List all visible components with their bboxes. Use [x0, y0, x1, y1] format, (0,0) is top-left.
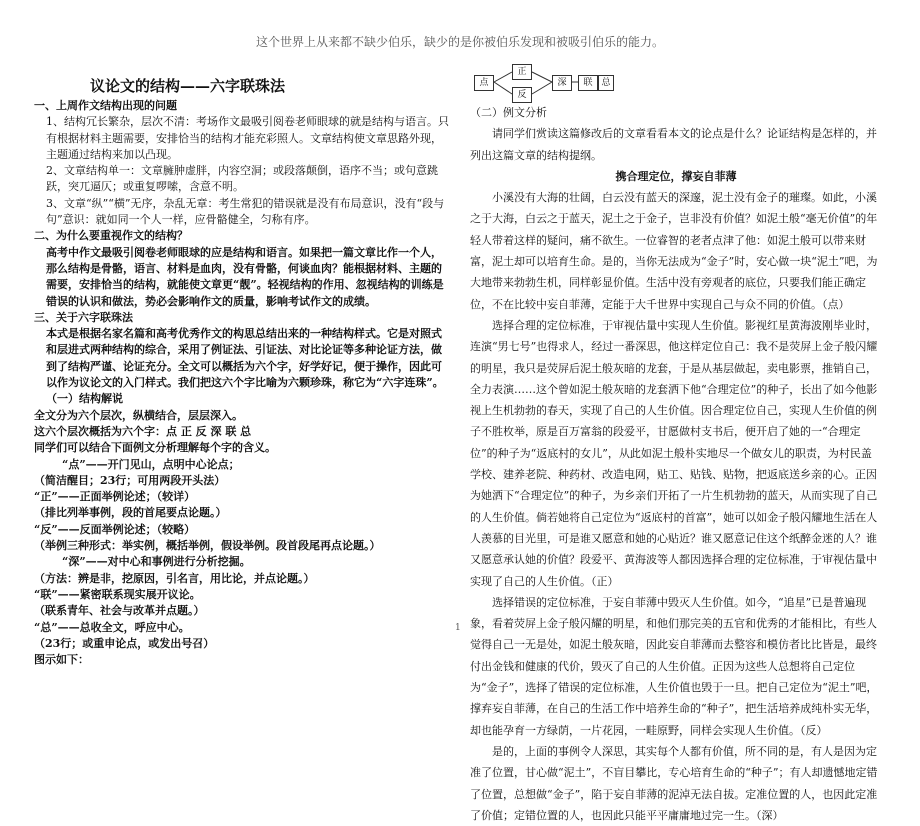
line: （简洁醒目；23行；可用两段开头法） — [34, 473, 226, 487]
line: （23行；或重申论点，或发出号召） — [34, 636, 215, 650]
section-heading: 二、为什么要重视作文的结构？ — [34, 229, 188, 243]
subheading: （一）结构解说 — [46, 392, 123, 406]
line: （联系青年、社会与改革并点题。） — [34, 604, 205, 618]
line: 这六个层次概括为六个字：点 正 反 深 联 总 — [34, 424, 252, 438]
paragraph: 高考中作文最吸引阅卷老师眼球的应是结构和语言。如果把一篇文章比作一个人，那么结构是骨骼，语言、材料是血肉，没有骨骼，何谈血肉？能根据材料、主题的需要，安排恰当的结构，就能使文章更“靓”。轻视结构的作用、忽视结构的训练是错误的认识和做法，势必会影响作文的质量，影响考试作文的成绩。 — [46, 245, 444, 308]
line: “点”——开门见山，点明中心论点； — [62, 457, 240, 471]
line: （方法：辨是非，挖原因，引名言，用比论，并点论题。） — [34, 571, 315, 585]
line: “正”——正面举例论述；（较详） — [34, 490, 196, 504]
diagram-box-dian: 点 — [474, 75, 494, 91]
prompt: 请同学们赏读这篇修改后的文章看看本文的论点是什么？论证结构是怎样的，并列出这篇文章的结构提纲。 — [470, 127, 877, 162]
diagram-box-zheng: 正 — [512, 64, 532, 80]
line: （排比列举事例，段的首尾要点论题。） — [34, 506, 227, 520]
text: 2、文章结构单一：文章臃肿虚胖，内容空洞；或段落颠倒，语序不当；或句意跳跃，突兀逼仄；或重复啰嗦，含意不明。 — [46, 164, 438, 194]
line: “联”——紧密联系现实展开议论。 — [34, 587, 201, 601]
text: 1、结构冗长繁杂，层次不清：考场作文最吸引阅卷老师眼球的就是结构与语言。只有根据材料主题需要，安排恰当的结构才能充彩照人。文章结构使文章思路外现，主题通过结构来加以凸现。 — [46, 115, 449, 161]
line: 同学们可以结合下面例文分析理解每个字的含义。 — [34, 441, 276, 455]
header-quote: 这个世界上从来都不缺少伯乐，缺少的是你被伯乐发现和被吸引伯乐的能力。 — [255, 35, 664, 49]
essay-paragraph: 小溪没有大海的壮阔，白云没有蓝天的深邃，泥土没有金子的璀璨。如此，小溪之于大海，白云之于蓝天，泥土之于金子，岂非没有价值？如泥土般“毫无价值”的年轻人带着这样的疑问，痛不欲生。一位睿智的老者点津了他：如泥土般可以带来财富，泥土却可以培育生命。是的，当你无法成为“金子”时，安心做一块“泥土”吧，为大地带来勃勃生机，同样彰显价值。生活中没有旁观者的底位，只要我们能正确定位，不在比较中妄自菲薄，定能于大千世界中实现自己与众不同的价值。（点） — [470, 191, 878, 311]
section-heading: （二）例文分析 — [470, 106, 547, 119]
page-title: 议论文的结构——六字联珠法 — [90, 77, 286, 95]
diagram-box-fan: 反 — [512, 87, 532, 103]
left-column — [34, 98, 452, 668]
structure-diagram — [474, 60, 614, 106]
essay-paragraph: 是的，上面的事例令人深思，其实每个人都有价值，所不同的是，有人是因为定准了位置，甘心做“泥土”，不盲目攀比，专心培育生命的“种子”；有人却遗憾地定错了位置，总想做“金子”，陷于妄自菲薄的泥淖无法自拔。定准位置的人，也因此定准了价值；定错位置的人，也因此只能平平庸庸地过完一生。（深） — [470, 744, 878, 822]
paragraph — [34, 163, 452, 196]
line: 图示如下： — [34, 653, 89, 667]
section-heading: 三、关于六字联珠法 — [34, 310, 133, 324]
diagram-box-lian: 联 — [578, 75, 598, 91]
section-heading: 一、上周作文结构出现的问题 — [34, 99, 177, 112]
right-column — [470, 102, 882, 826]
diagram-box-zong: 总 — [598, 75, 614, 91]
essay-paragraph: 选择错误的定位标准，于妄自菲薄中毁灭人生价值。如今，“追星”已是普遍现象，看着荧屏上金子般闪耀的明星，和他们那完美的五官和优秀的才能相比，有些人觉得自己一无是处，如泥土般灰暗，因此妄自菲薄而去整容和模仿者比比皆是，最终付出金钱和健康的代价，毁灭了自己的人生价值。正因为这些人总想将自己定位为“金子”，选择了错误的定位标准，人生价值也毁于一旦。把自己定位为“泥土”吧，撑弃妄自菲薄，在自己的生活工作中培养生命的“种子”，把生活培养成纯朴实无华，却也能孕育一方绿荫，一片花园，一畦原野，同样会实现人生价值。（反） — [470, 595, 878, 737]
essay-paragraph: 选择合理的定位标准，于审视估量中实现人生价值。影视红星黄海波刚毕业时，连演“男七号”也得求人，经过一番深思，他这样定位自己：我不是荧屏上金子般闪耀的明星，我只是荧屏后泥土般灰暗的龙套，于是从基层做起，卖电影票，推销自己，全力表演……这个曾如泥土般灰暗的龙套洒下他“合理定位”的种子，长出了如今他影视上生机勃勃的春天，实现了自己的人生价值。因合理定位自己，实现人生价值的例子不胜枚举，原是百万富翁的段爱平，甘愿做村支书后，便开启了她的一“合理定位”的种子为“返底村的女儿”，从此如泥土般朴实地尽一个做女儿的职责，为村民盖学校、建养老院、种药材、改造电网，贴工、贴钱、贴物，把返底送乡亲的心。正因为她洒下“合理定位”的种子，为乡亲们开拓了一片生机勃勃的蓝天，从而实现了自己的人生价值。倘若她将自己定位为“返底村的首富”，她可以如金子般闪耀地生活在人人羡慕的目光里，可是谁又愿意和她的心贴近？谁又愿意记住这个纸醉金迷的人？谁又愿意承认她的价值？段爱平、黄海波等人都因选择合理的定位标准，于审视估量中实现了自己的人生价值。（正） — [470, 318, 878, 588]
essay-title: 携合理定位，撑妄自菲薄 — [615, 169, 737, 183]
page-number: 1 — [455, 623, 461, 633]
paragraph — [34, 114, 452, 163]
text: 3、文章“纵”“横”无序，杂乱无章：考生常犯的错误就是没有布局意识，没有“段与句”意识：就如同一个人一样，应骨骼健全，匀称有序。 — [46, 196, 445, 227]
line: （举例三种形式：举实例，概括举例，假设举例。段首段尾再点论题。） — [34, 539, 381, 553]
line: “反”——反面举例论述；（较略） — [34, 522, 196, 536]
diagram-box-shen: 深 — [552, 75, 572, 91]
line: “总”——总收全文，呼应中心。 — [34, 620, 190, 634]
line: “深”——对中心和事例进行分析挖掘。 — [62, 555, 251, 569]
paragraph: 本式是根据名家名篇和高考优秀作文的构思总结出来的一种结构样式。它是对照式和层进式两种结构的综合，采用了例证法、引证法、对比论证等多种论证方法，做到了结构严谨、论证充分。全文可以概括为六个字，好学好记，便于操作，因此可以作为议论文的入门样式。我们把这六个字比喻为六颗珍珠，称它为“六字连珠”。 — [46, 327, 444, 390]
line: 全文分为六个层次，纵横结合，层层深入。 — [34, 408, 243, 422]
paragraph — [34, 196, 452, 229]
